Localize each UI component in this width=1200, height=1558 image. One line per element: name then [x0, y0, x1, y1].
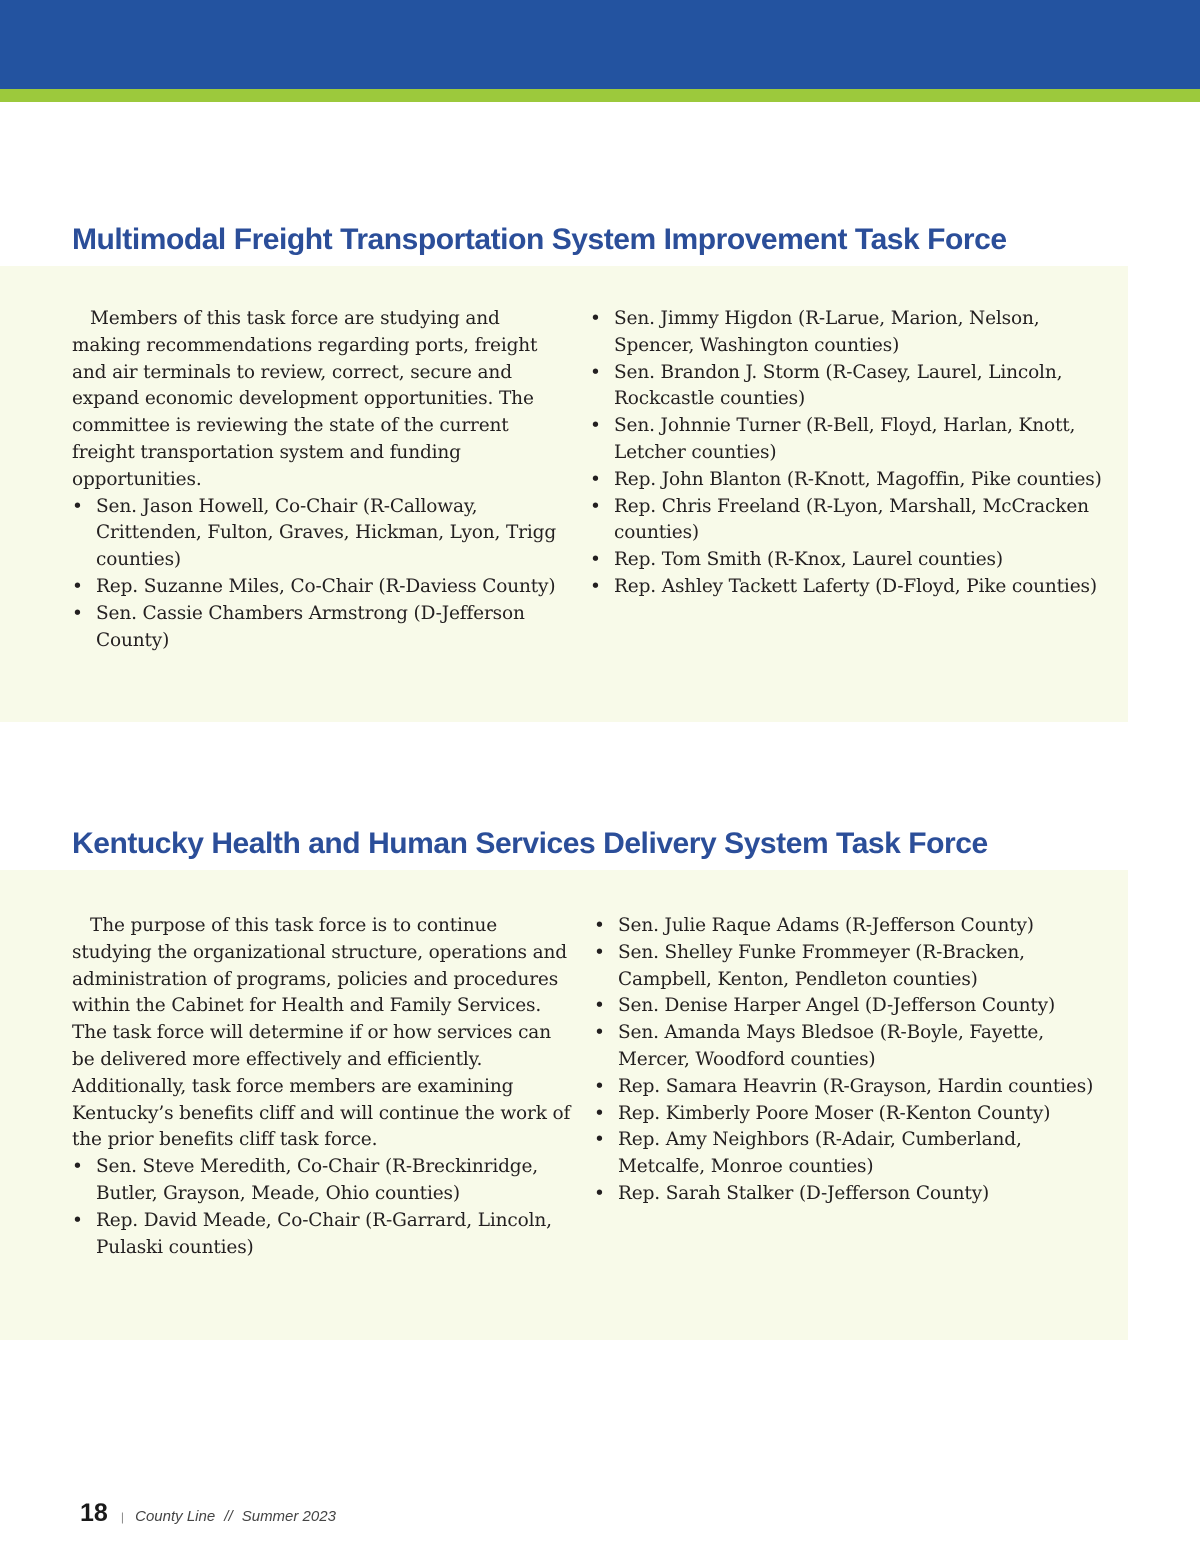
- freight-members-left: [72, 494, 572, 655]
- issue-label: Summer 2023: [241, 1508, 336, 1525]
- bullet-icon: •: [594, 1102, 605, 1124]
- member-item: [594, 1181, 1114, 1208]
- member-name: Sen. Johnnie Turner (R-Bell, Floyd, Harlan, Knott, Letcher counties): [614, 415, 1076, 463]
- member-name: Rep. Ashley Tackett Laferty (D-Floyd, Pike counties): [614, 575, 1097, 597]
- footer-separator: |: [120, 1510, 125, 1524]
- bullet-icon: •: [72, 495, 83, 517]
- member-item: [72, 574, 572, 601]
- section-title-freight: Multimodal Freight Transportation System Improvement Task Force: [72, 223, 1007, 256]
- bullet-icon: •: [594, 1129, 605, 1151]
- bullet-icon: •: [590, 308, 601, 329]
- bullet-icon: •: [590, 361, 601, 383]
- freight-intro: Members of this task force are studying and making recommendations regarding ports, freight and air terminals to review, correct, secure and expand economic development opportunities. The committee is reviewing the state of the current freight transportation system and funding opportunities.: [72, 308, 538, 490]
- member-name: Sen. Cassie Chambers Armstrong (D-Jefferson County): [96, 602, 525, 651]
- member-item: [594, 1101, 1114, 1128]
- bullet-icon: •: [72, 1156, 83, 1178]
- member-name: Sen. Jason Howell, Co-Chair (R-Calloway, Crittenden, Fulton, Graves, Hickman, Lyon, Trigg counties): [96, 495, 557, 571]
- member-name: Rep. David Meade, Co-Chair (R-Garrard, Lincoln, Pulaski counties): [96, 1209, 552, 1258]
- member-name: Sen. Brandon J. Storm (R-Casey, Laurel, Lincoln, Rockcastle counties): [614, 361, 1063, 410]
- bullet-icon: •: [72, 602, 83, 624]
- member-name: Rep. Suzanne Miles, Co-Chair (R-Daviess County): [96, 575, 556, 597]
- bullet-icon: •: [594, 995, 605, 1017]
- member-name: Rep. Chris Freeland (R-Lyon, Marshall, McCracken counties): [614, 495, 1089, 544]
- member-name: Rep. Amy Neighbors (R-Adair, Cumberland, Metcalfe, Monroe counties): [618, 1129, 1022, 1178]
- member-item: [594, 1020, 1114, 1074]
- member-item: [594, 913, 1114, 940]
- member-name: Rep. Tom Smith (R-Knox, Laurel counties): [614, 549, 1003, 571]
- section-title-health: Kentucky Health and Human Services Delivery System Task Force: [72, 827, 988, 860]
- bullet-icon: •: [594, 1182, 605, 1204]
- member-name: Rep. Kimberly Poore Moser (R-Kenton County): [618, 1102, 1051, 1124]
- health-intro: The purpose of this task force is to continue studying the organizational structure, operations and administration of programs, policies and procedures within the Cabinet for Health and Family Services. The task force will determine if or how services can be delivered more effectively and efficiently. Additionally, task force members are examining Kentucky’s benefits cliff and will continue the work of the prior benefits cliff task force.: [72, 915, 571, 1151]
- member-name: Sen. Julie Raque Adams (R-Jefferson County): [618, 915, 1034, 936]
- bullet-icon: •: [594, 941, 605, 963]
- member-name: Sen. Amanda Mays Bledsoe (R-Boyle, Fayette, Mercer, Woodford counties): [618, 1022, 1044, 1070]
- bullet-icon: •: [72, 1209, 83, 1231]
- member-item: [594, 1074, 1114, 1101]
- health-members-right: [594, 913, 1114, 1208]
- member-item: [594, 940, 1114, 994]
- member-name: Sen. Shelley Funke Frommeyer (R-Bracken, Campbell, Kenton, Pendleton counties): [618, 941, 1025, 990]
- bullet-icon: •: [590, 549, 601, 571]
- page-footer: [80, 1499, 336, 1531]
- bullet-icon: •: [72, 575, 83, 597]
- health-members-left: [72, 1154, 572, 1261]
- health-right-column: [594, 913, 1114, 1208]
- publication-name: County Line: [135, 1508, 216, 1525]
- freight-left-column: [72, 306, 572, 654]
- member-name: Rep. Samara Heavrin (R-Grayson, Hardin counties): [618, 1075, 1094, 1097]
- page-number: 18: [80, 1499, 108, 1527]
- bullet-icon: •: [594, 1075, 605, 1097]
- bullet-icon: •: [590, 495, 601, 517]
- member-item: [590, 494, 1110, 548]
- health-left-column: [72, 913, 572, 1261]
- member-item: [72, 1154, 572, 1208]
- member-name: Sen. Steve Meredith, Co-Chair (R-Breckinridge, Butler, Grayson, Meade, Ohio counties): [96, 1156, 539, 1204]
- member-item: [590, 574, 1110, 601]
- member-item: [594, 1127, 1114, 1181]
- issue-separator: //: [224, 1508, 233, 1525]
- bullet-icon: •: [594, 915, 605, 936]
- member-name: Rep. John Blanton (R-Knott, Magoffin, Pike counties): [614, 468, 1102, 490]
- member-name: Sen. Jimmy Higdon (R-Larue, Marion, Nelson, Spencer, Washington counties): [614, 308, 1040, 356]
- member-name: Sen. Denise Harper Angel (D-Jefferson County): [618, 995, 1056, 1017]
- bullet-icon: •: [594, 1022, 605, 1044]
- member-item: [590, 547, 1110, 574]
- member-item: [590, 467, 1110, 494]
- bullet-icon: •: [590, 575, 601, 597]
- member-item: [590, 413, 1110, 467]
- member-item: [72, 601, 572, 655]
- member-name: Rep. Sarah Stalker (D-Jefferson County): [618, 1182, 990, 1204]
- member-item: [590, 360, 1110, 414]
- header-green-stripe: [0, 89, 1200, 102]
- bullet-icon: •: [590, 468, 601, 490]
- header-blue-band: [0, 0, 1200, 89]
- freight-right-column: [590, 306, 1110, 601]
- freight-members-right: [590, 306, 1110, 601]
- bullet-icon: •: [590, 415, 601, 437]
- member-item: [590, 306, 1110, 360]
- member-item: [72, 1208, 572, 1262]
- member-item: [72, 494, 572, 574]
- member-item: [594, 993, 1114, 1020]
